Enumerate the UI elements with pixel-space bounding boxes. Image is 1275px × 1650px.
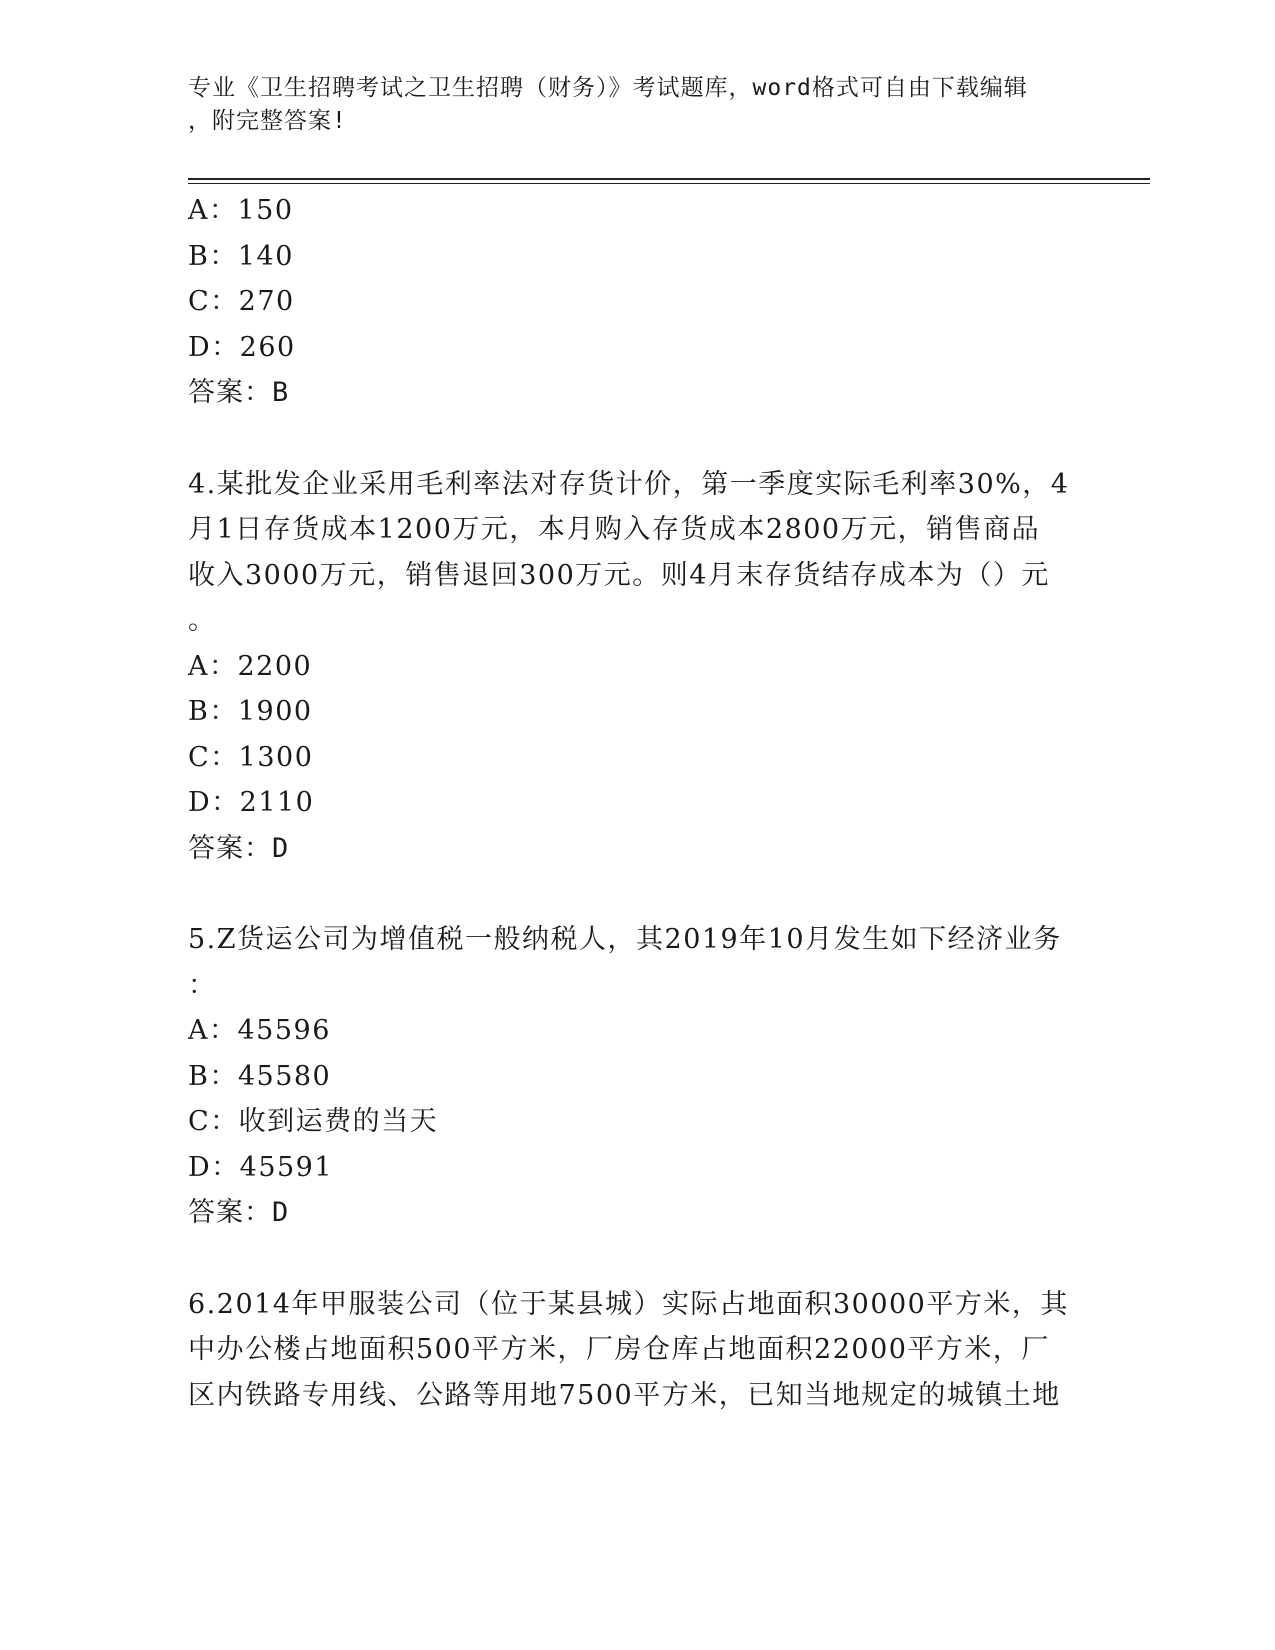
option-d: D：260: [188, 331, 296, 363]
answer: 答案：B: [188, 377, 290, 408]
question-text-line: ：: [188, 969, 217, 1001]
option-b: B：1900: [188, 696, 313, 727]
header-line-1: 专业《卫生招聘考试之卫生招聘（财务）》考试题库，word格式可自由下载编辑: [188, 75, 1028, 101]
option-d: D：2110: [188, 787, 315, 818]
question-text-line: 月1日存货成本1200万元，本月购入存货成本2800万元，销售商品: [188, 514, 1041, 545]
option-b: B：45580: [188, 1060, 332, 1092]
question-text-line: 收入3000万元，销售退回300万元。则4月末存货结存成本为（）元: [188, 559, 1050, 591]
option-a: A：150: [188, 195, 294, 226]
spacer: [188, 416, 1088, 462]
header-line-2: ，附完整答案!: [188, 108, 347, 134]
option-c: C：1300: [188, 741, 314, 773]
option-c: C：收到运费的当天: [188, 1106, 439, 1137]
question-text-line: 中办公楼占地面积500平方米，厂房仓库占地面积22000平方米，厂: [188, 1334, 1050, 1365]
question-text-line: 区内铁路专用线、公路等用地7500平方米，已知当地规定的城镇土地: [188, 1379, 1061, 1411]
question-text-line: 6.2014年甲服装公司（位于某县城）实际占地面积30000平方米，其: [188, 1288, 1069, 1320]
question-text-line: 5.Z货运公司为增值税一般纳税人，其2019年10月发生如下经济业务: [188, 924, 1062, 955]
question-text-line: 。: [188, 605, 217, 636]
question-4: [188, 462, 1088, 872]
option-d: D：45591: [188, 1151, 334, 1183]
answer: 答案：D: [188, 832, 290, 864]
question-6: [188, 1282, 1088, 1419]
question-text-line: 4.某批发企业采用毛利率法对存货计价，第一季度实际毛利率30%，4: [188, 468, 1070, 500]
spacer: [188, 871, 1088, 917]
header-divider-thick: [188, 178, 1150, 180]
question-list: [188, 188, 1088, 1418]
option-c: C：270: [188, 286, 295, 317]
option-a: A：2200: [188, 650, 313, 682]
header-divider-thin: [188, 183, 1150, 184]
spacer: [188, 1236, 1088, 1282]
question-3: [188, 188, 1088, 416]
option-a: A：45596: [188, 1015, 331, 1046]
answer: 答案：D: [188, 1197, 290, 1228]
option-b: B：140: [188, 240, 294, 272]
question-5: [188, 917, 1088, 1236]
document-header: [188, 72, 1068, 138]
